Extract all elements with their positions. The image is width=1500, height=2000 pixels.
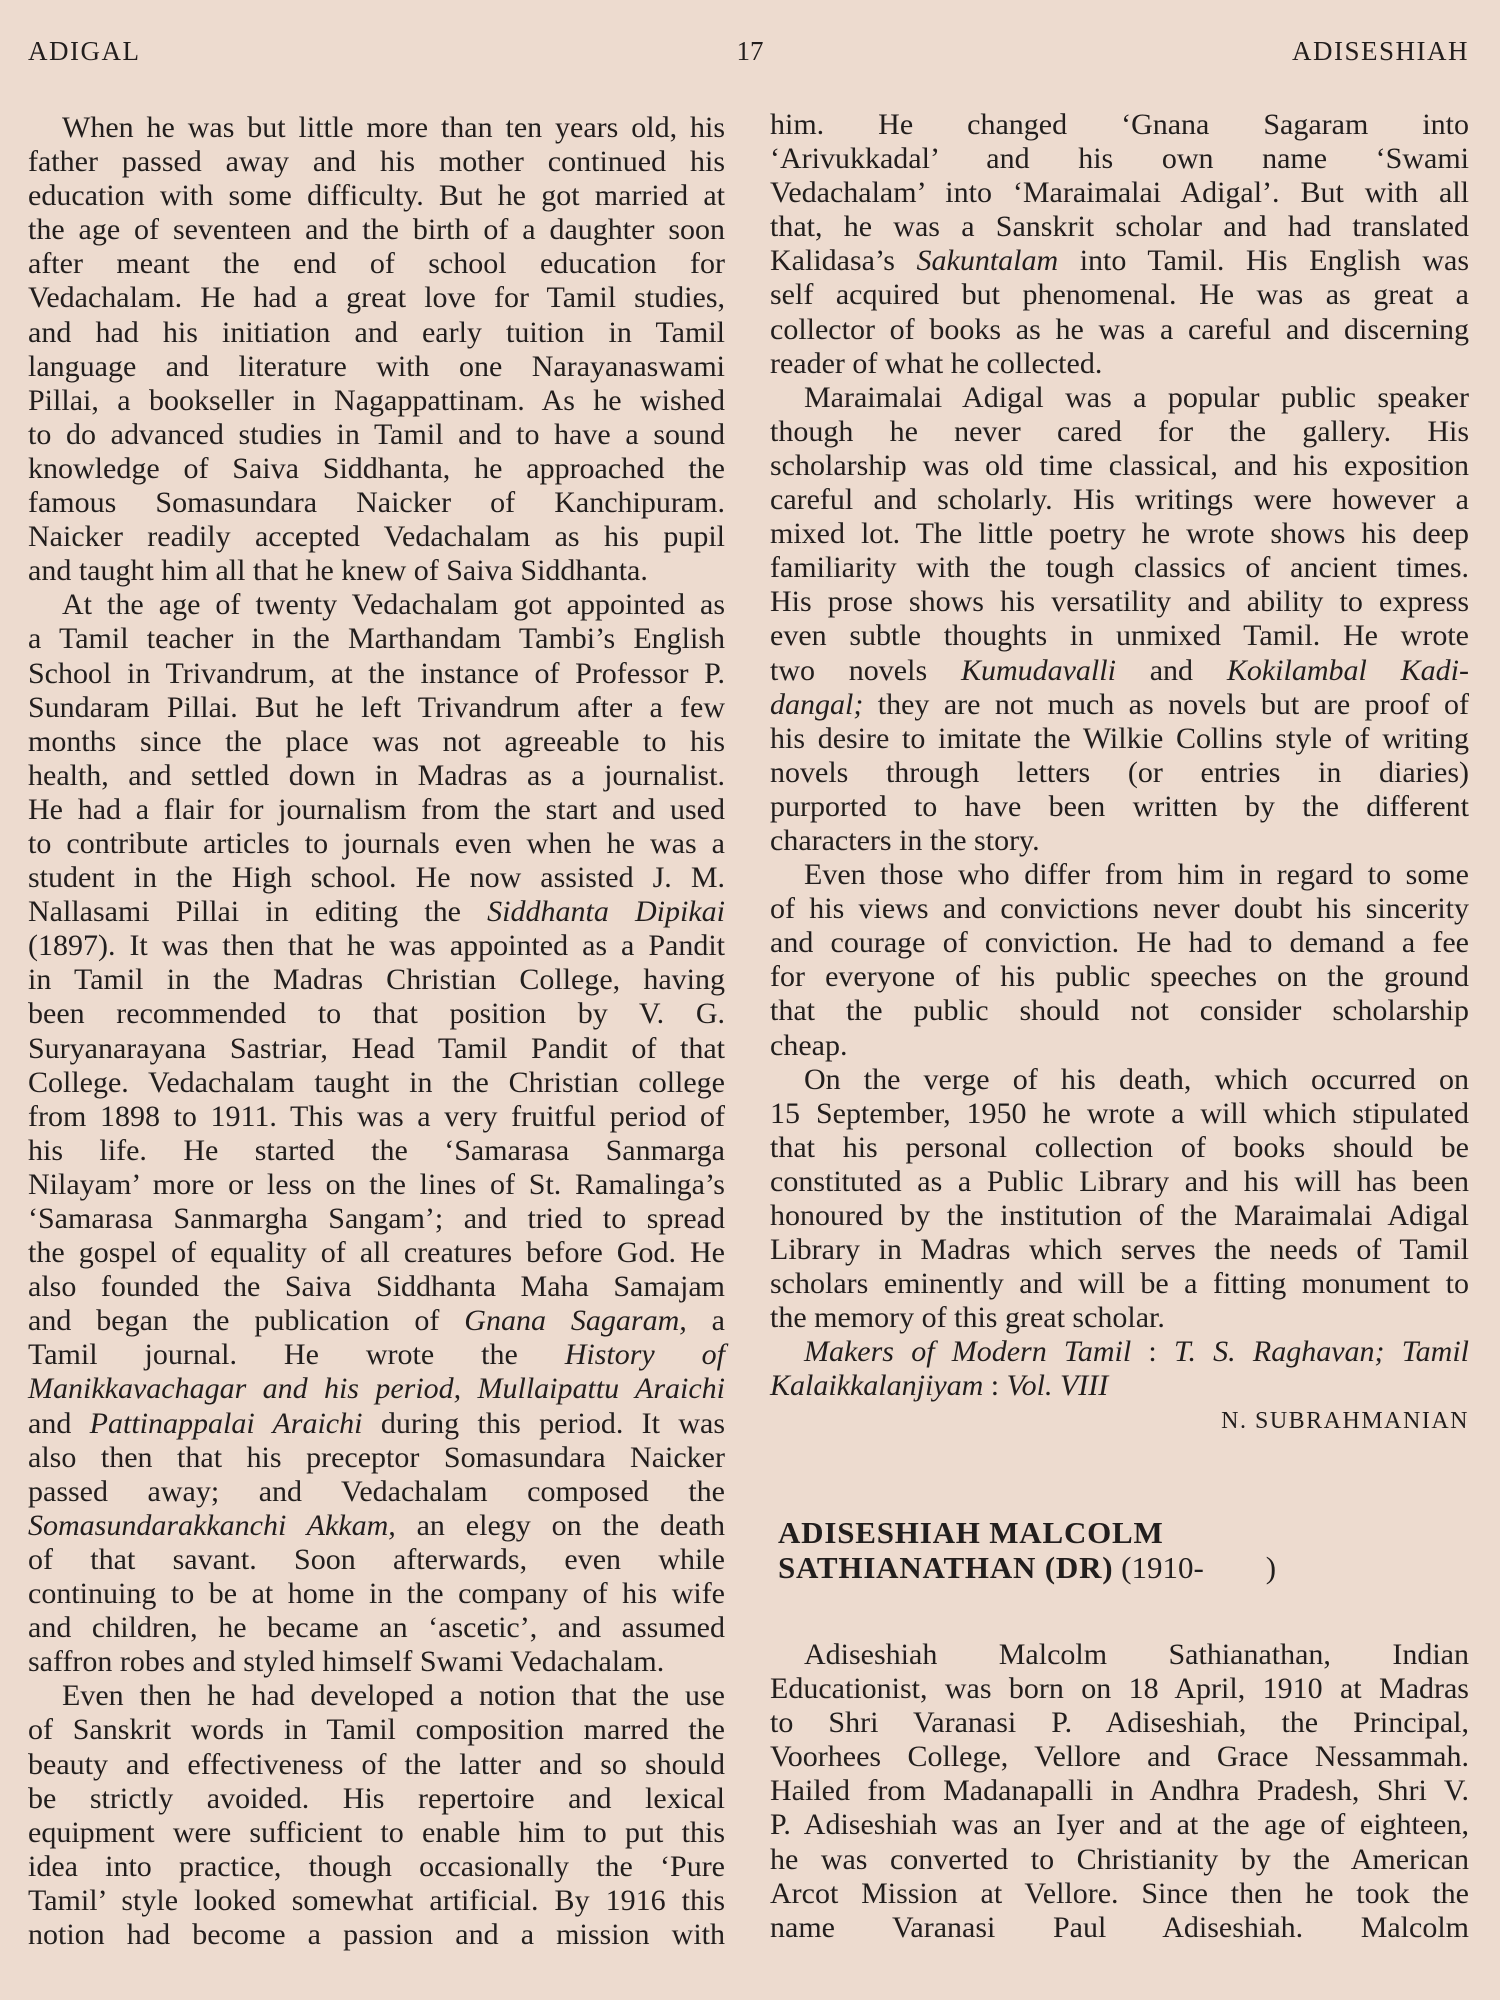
- roman-text: Kalidasa’s: [770, 244, 917, 278]
- text-line: language and literature with one Narayanaswami: [28, 349, 725, 383]
- text-line: At the age of twenty Vedachalam got appointed as: [62, 588, 725, 622]
- entry-name-line-1: ADISESHIAH MALCOLM: [778, 1515, 1164, 1550]
- entry-name-line-2: SATHIANATHAN (DR): [778, 1550, 1114, 1585]
- entry-heading: [778, 1515, 1469, 1585]
- text-line: after meant the end of school education for: [28, 247, 725, 281]
- paragraph: [28, 1679, 725, 1952]
- text-line: [28, 1407, 725, 1441]
- text-line: that his personal collection of books should be: [770, 1130, 1469, 1164]
- italic-text: Somasundarakkanchi Akkam,: [28, 1508, 396, 1542]
- text-line: a Tamil teacher in the Marthandam Tambi’s English: [28, 622, 725, 656]
- text-line: His prose shows his versatility and ability to express: [770, 585, 1469, 619]
- text-line: also founded the Saiva Siddhanta Maha Samajam: [28, 1270, 725, 1304]
- text-line: mixed lot. The little poetry he wrote shows his deep: [770, 517, 1469, 551]
- references: [770, 1335, 1469, 1403]
- italic-text: Kumudavalli: [960, 653, 1116, 687]
- text-line: 15 September, 1950 he wrote a will which stipulated: [770, 1096, 1469, 1130]
- text-line: Pillai, a bookseller in Nagappattinam. As he wished: [28, 383, 725, 417]
- text-line: Tamil’ style looked somewhat artificial. By 1916 this: [28, 1883, 725, 1917]
- left-column: [28, 111, 725, 1952]
- roman-text: an elegy on the death: [395, 1508, 725, 1542]
- text-line: He had a flair for journalism from the start and used: [28, 792, 725, 826]
- text-line: cheap.: [770, 1028, 848, 1062]
- paragraph: [770, 1063, 1469, 1336]
- text-line: education with some difficulty. But he got married at: [28, 179, 725, 213]
- text-line: careful and scholarly. His writings were however a: [770, 483, 1469, 517]
- roman-text: and began the publication of: [28, 1304, 465, 1338]
- italic-text: dangal;: [770, 687, 864, 721]
- roman-text: and: [28, 1406, 90, 1440]
- text-line: and courage of conviction. He had to demand a fee: [770, 926, 1469, 960]
- text-line: School in Trivandrum, at the instance of Professor P.: [28, 656, 725, 690]
- text-line: of his views and convictions never doubt his sincerity: [770, 892, 1469, 926]
- text-line: [28, 1304, 725, 1338]
- text-line: (1897). It was then that he was appointed as a Pandit: [28, 929, 725, 963]
- text-line: father passed away and his mother continued his: [28, 145, 725, 179]
- text-line: passed away; and Vedachalam composed the: [28, 1474, 725, 1508]
- text-line: honoured by the institution of the Maraimalai Adigal: [770, 1199, 1469, 1232]
- text-line: saffron robes and styled himself Swami Vedachalam.: [28, 1645, 665, 1679]
- text-line: On the verge of his death, which occurred on: [804, 1062, 1469, 1096]
- text-line: for everyone of his public speeches on the ground: [770, 960, 1469, 994]
- text-line: ‘Arivukkadal’ and his own name ‘Swami: [770, 142, 1469, 176]
- text-line: of that savant. Soon afterwards, even while: [28, 1542, 725, 1576]
- text-line: been recommended to that position by V. G.: [28, 997, 725, 1031]
- text-line: Educationist, was born on 18 April, 1910 at Madras: [770, 1672, 1469, 1706]
- text-line: characters in the story.: [770, 823, 1040, 857]
- text-line: him. He changed ‘Gnana Sagaram into: [770, 108, 1469, 141]
- roman-text: Tamil journal. He wrote the: [28, 1338, 565, 1372]
- text-line: ‘Samarasa Sanmargha Sangam’; and tried to spread: [28, 1202, 725, 1235]
- roman-text: a: [686, 1304, 725, 1338]
- italic-text: History of: [564, 1338, 725, 1372]
- text-line: the memory of this great scholar.: [770, 1301, 1165, 1335]
- paragraph: [28, 111, 725, 588]
- text-line: though he never cared for the gallery. His: [770, 414, 1469, 448]
- text-line: that the public should not consider scholarship: [770, 994, 1469, 1028]
- text-line: [770, 1335, 1469, 1369]
- text-line: [770, 1369, 1469, 1403]
- text-line: constituted as a Public Library and his will has been: [770, 1164, 1469, 1198]
- text-line: [28, 1509, 725, 1543]
- text-line: Voorhees College, Vellore and Grace Nessammah.: [770, 1740, 1469, 1774]
- text-line: novels through letters (or entries in diaries): [770, 755, 1469, 789]
- text-line: even subtle thoughts in unmixed Tamil. He wrote: [770, 619, 1469, 653]
- text-line: reader of what he collected.: [770, 346, 1103, 380]
- roman-text: during this period. It was: [362, 1406, 725, 1440]
- text-line: Nilayam’ more or less on the lines of St. Ramalinga’s: [28, 1167, 725, 1201]
- italic-text: Vol. VIII: [1006, 1369, 1109, 1403]
- italic-text: Pattinappalai Araichi: [89, 1406, 363, 1440]
- paragraph: [770, 108, 1469, 381]
- text-line: and had his initiation and early tuition in Tamil: [28, 315, 725, 349]
- text-line: his life. He started the ‘Samarasa Sanmarga: [28, 1133, 725, 1167]
- paragraph: [770, 381, 1469, 858]
- text-line: notion had become a passion and a mission with: [28, 1917, 725, 1951]
- italic-text: Kalaikkalanjiyam: [770, 1369, 984, 1403]
- text-line: be strictly avoided. His repertoire and lexical: [28, 1781, 725, 1815]
- text-line: purported to have been written by the different: [770, 789, 1469, 823]
- roman-text: :: [1131, 1335, 1174, 1369]
- text-line: name Varanasi Paul Adiseshiah. Malcolm: [770, 1910, 1469, 1944]
- text-line: Arcot Mission at Vellore. Since then he took the: [770, 1876, 1469, 1910]
- text-line: Hailed from Madanapalli in Andhra Pradesh, Shri V.: [770, 1774, 1469, 1808]
- text-line: Naicker readily accepted Vedachalam as his pupil: [28, 520, 725, 554]
- text-line: student in the High school. He now assisted J. M.: [28, 861, 725, 895]
- roman-text: into Tamil. His English was: [1058, 244, 1469, 278]
- text-line: to contribute articles to journals even when he was a: [28, 826, 725, 860]
- text-line: from 1898 to 1911. This was a very fruitful period of: [28, 1099, 725, 1133]
- paragraph: [770, 1638, 1469, 1945]
- text-line: Even those who differ from him in regard to some: [804, 858, 1469, 892]
- right-column-paragraphs: [770, 108, 1469, 1335]
- text-line: P. Adiseshiah was an Iyer and at the age of eighteen,: [770, 1808, 1469, 1842]
- entry-dates: (1910- ): [1121, 1550, 1277, 1585]
- page-number: 17: [736, 36, 764, 66]
- text-line: familiarity with the tough classics of ancient times.: [770, 551, 1469, 585]
- text-line: health, and settled down in Madras as a journalist.: [28, 758, 725, 792]
- roman-text: they are not much as novels but are proof of: [863, 687, 1469, 721]
- roman-text: and: [1115, 653, 1227, 687]
- text-line: he was converted to Christianity by the American: [770, 1842, 1469, 1876]
- roman-text: :: [983, 1369, 1007, 1403]
- text-line: Adiseshiah Malcolm Sathianathan, Indian: [804, 1638, 1469, 1671]
- text-line: continuing to be at home in the company of his wife: [28, 1577, 725, 1611]
- text-line: self acquired but phenomenal. He was as great a: [770, 278, 1469, 312]
- text-line: that, he was a Sanskrit scholar and had translated: [770, 210, 1469, 244]
- text-line: College. Vedachalam taught in the Christian college: [28, 1065, 725, 1099]
- running-head-left: ADIGAL: [28, 36, 141, 66]
- text-line: in Tamil in the Madras Christian College, having: [28, 963, 725, 997]
- text-line: Maraimalai Adigal was a popular public speaker: [804, 380, 1469, 414]
- text-line: [770, 654, 1469, 688]
- italic-text: Manikkavachagar and his period, Mullaipattu Araichi: [28, 1372, 725, 1406]
- text-line: his desire to imitate the Wilkie Collins style of writing: [770, 721, 1469, 755]
- text-line: collector of books as he was a careful and discerning: [770, 312, 1469, 346]
- text-line: to do advanced studies in Tamil and to have a sound: [28, 417, 725, 451]
- text-line: idea into practice, though occasionally the ‘Pure: [28, 1849, 725, 1883]
- running-head-right: ADISESHIAH: [1292, 36, 1469, 66]
- author-signature: N. SUBRAHMANIAN: [1221, 1407, 1469, 1434]
- text-line: [28, 1372, 725, 1406]
- entry-name-row-2: [778, 1550, 1469, 1585]
- text-line: and children, he became an ‘ascetic’, and assumed: [28, 1611, 725, 1645]
- paragraph: [770, 858, 1469, 1063]
- text-line: [770, 688, 1469, 722]
- italic-text: Siddhanta Dipikai: [487, 895, 726, 929]
- text-line: beauty and effectiveness of the latter and so should: [28, 1747, 725, 1781]
- text-line: Even then he had developed a notion that the use: [62, 1679, 725, 1713]
- italic-text: T. S. Raghavan; Tamil: [1173, 1335, 1469, 1369]
- roman-text: two novels: [770, 653, 961, 687]
- text-line: and taught him all that he knew of Saiva Siddhanta.: [28, 554, 648, 588]
- text-line: famous Somasundara Naicker of Kanchipuram.: [28, 486, 725, 520]
- text-line: also then that his preceptor Somasundara Naicker: [28, 1440, 725, 1474]
- text-line: Vedachalam’ into ‘Maraimalai Adigal’. But with all: [770, 176, 1469, 210]
- roman-text: Nallasami Pillai in editing the: [28, 895, 488, 929]
- text-line: to Shri Varanasi P. Adiseshiah, the Principal,: [770, 1706, 1469, 1740]
- text-line: Sundaram Pillai. But he left Trivandrum after a few: [28, 690, 725, 724]
- text-line: months since the place was not agreeable to his: [28, 724, 725, 758]
- paragraph: [28, 588, 725, 1679]
- text-line: [28, 895, 725, 929]
- italic-text: Makers of Modern Tamil: [804, 1335, 1132, 1369]
- text-line: scholarship was old time classical, and his exposition: [770, 448, 1469, 482]
- italic-text: Gnana Sagaram,: [464, 1304, 687, 1338]
- text-line: knowledge of Saiva Siddhanta, he approached the: [28, 451, 725, 485]
- text-line: [770, 244, 1469, 278]
- text-line: the age of seventeen and the birth of a daughter soon: [28, 213, 725, 247]
- italic-text: Kokilambal Kadi-: [1226, 653, 1469, 687]
- right-column: [770, 108, 1469, 1438]
- entry-body: [770, 1638, 1469, 1945]
- text-line: scholars eminently and will be a fitting monument to: [770, 1267, 1469, 1301]
- italic-text: Sakuntalam: [916, 244, 1059, 278]
- text-line: When he was but little more than ten years old, his: [62, 111, 725, 144]
- text-line: Suryanarayana Sastriar, Head Tamil Pandit of that: [28, 1031, 725, 1065]
- text-line: Vedachalam. He had a great love for Tamil studies,: [28, 281, 725, 315]
- text-line: the gospel of equality of all creatures before God. He: [28, 1236, 725, 1270]
- text-line: equipment were sufficient to enable him to put this: [28, 1815, 725, 1849]
- text-line: of Sanskrit words in Tamil composition marred the: [28, 1713, 725, 1747]
- text-line: Library in Madras which serves the needs of Tamil: [770, 1233, 1469, 1267]
- text-line: [28, 1338, 725, 1372]
